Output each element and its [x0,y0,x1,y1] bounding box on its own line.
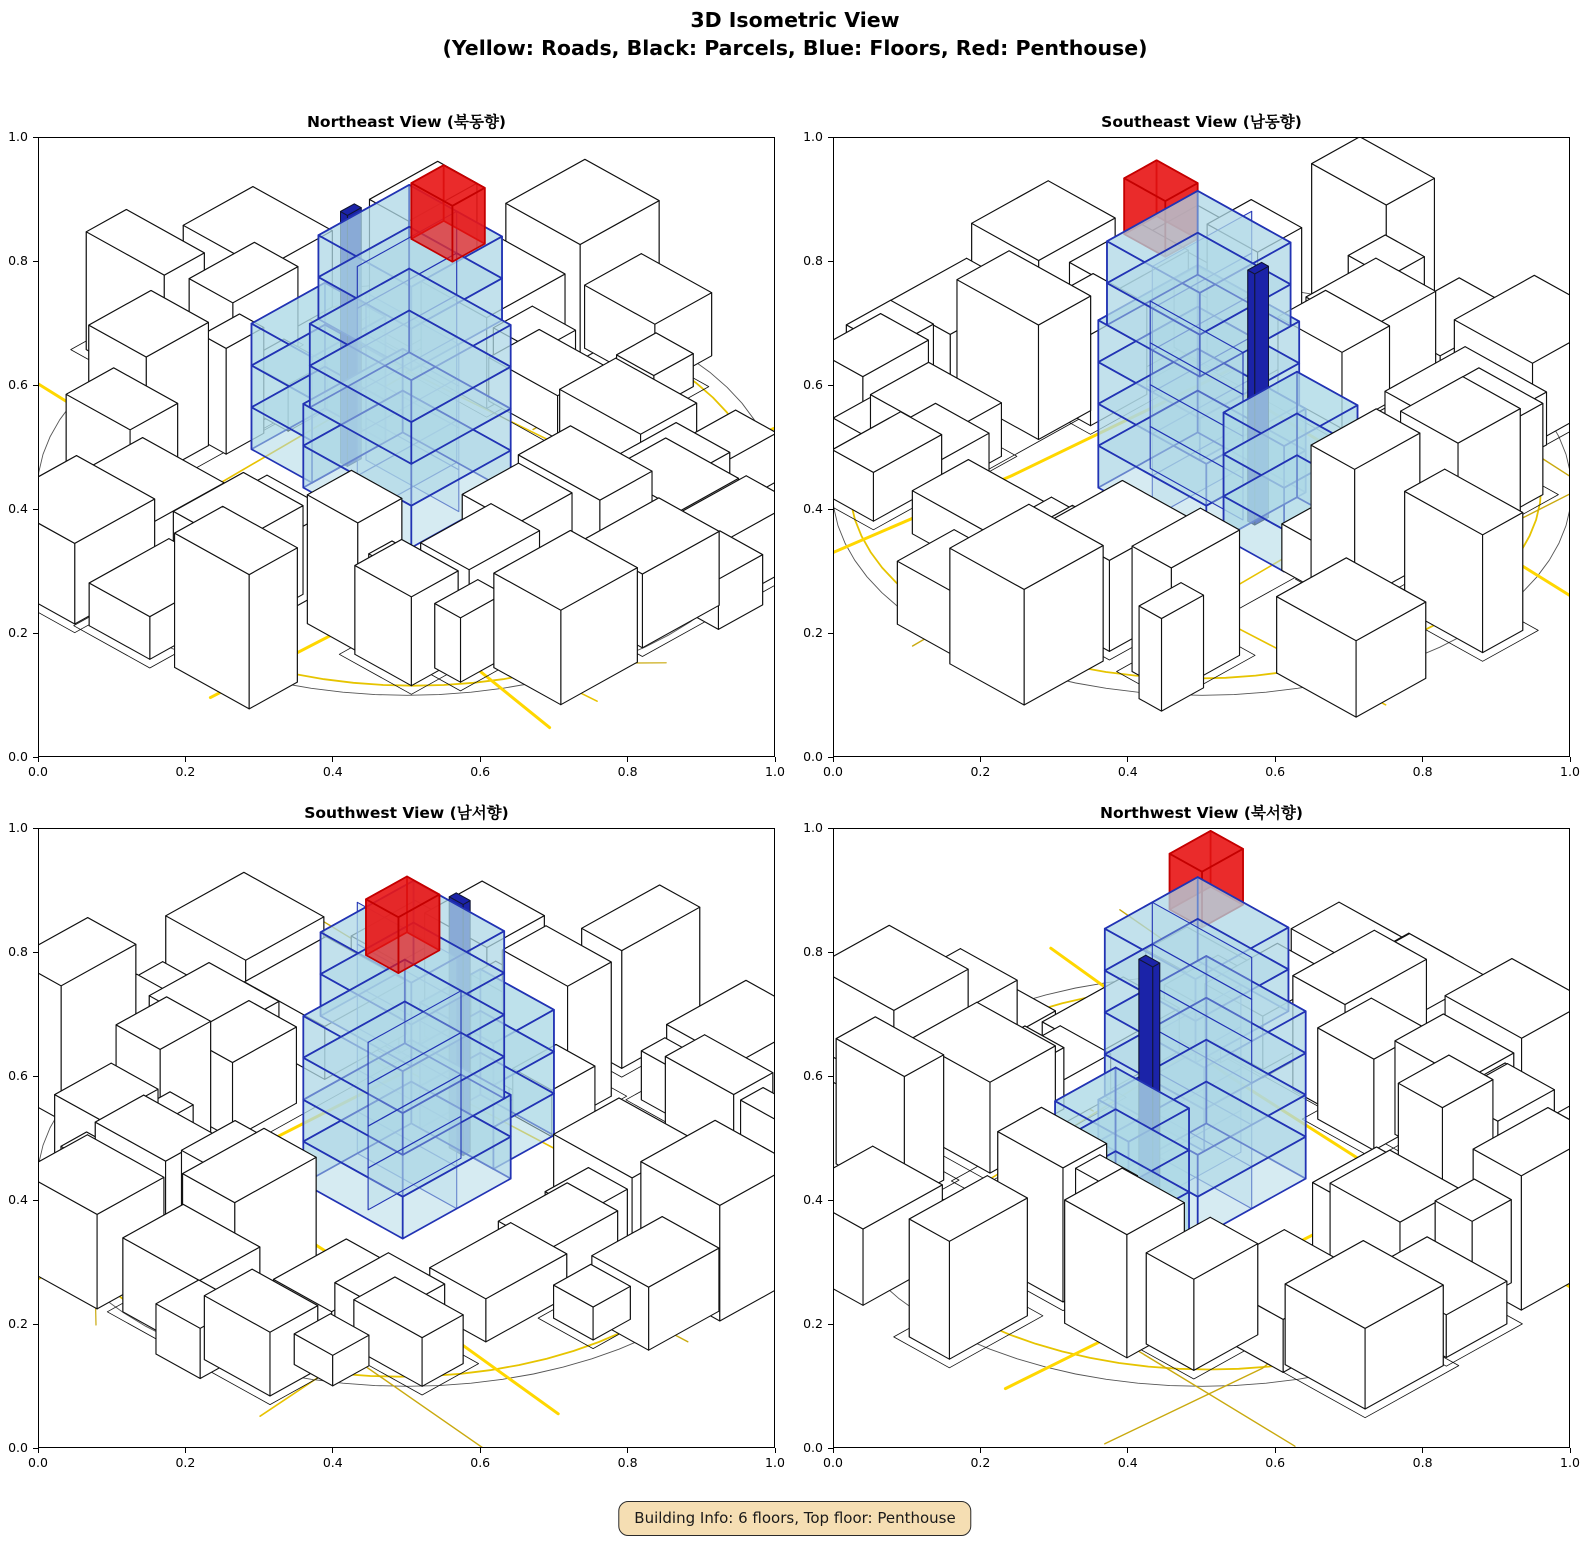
x-tick-label: 1.0 [765,764,785,779]
plot-area-southwest [38,828,775,1448]
y-tick-mark [33,385,38,386]
y-tick-label: 0.0 [803,748,823,764]
y-tick-label: 0.4 [803,500,823,516]
x-tick-mark [1275,1448,1276,1453]
y-tick-label: 0.4 [8,500,28,516]
x-tick-label: 1.0 [1560,1455,1580,1470]
subplot-title-northeast: Northeast View (북동향) [306,113,507,131]
x-tick-label: 0.4 [1117,764,1138,779]
x-tick-label: 0.0 [28,764,48,779]
subplot-northeast [8,113,785,779]
y-tick-mark [33,828,38,829]
x-tick-label: 0.2 [175,1455,196,1470]
x-tick-label: 1.0 [1560,764,1580,779]
y-tick-mark [33,1200,38,1201]
isometric-scene-southwest [39,829,774,1447]
building-info-badge: Building Info: 6 floors, Top floor: Penthouse [618,1501,971,1536]
y-tick-label: 0.2 [8,624,28,640]
y-tick-label: 0.6 [803,1067,823,1083]
y-tick-mark [33,137,38,138]
subplot-title-northwest: Northwest View (북서향) [1100,804,1303,822]
y-tick-mark [33,952,38,953]
y-tick-label: 0.6 [803,376,823,392]
y-tick-label: 0.4 [803,1191,823,1207]
y-tick-mark [828,1200,833,1201]
x-tick-mark [1275,757,1276,762]
subplot-southeast [803,113,1580,779]
plot-area-northeast [38,137,775,757]
x-tick-mark [185,1448,186,1453]
x-tick-mark [980,1448,981,1453]
y-tick-mark [33,1448,38,1449]
x-tick-mark [480,1448,481,1453]
y-tick-label: 0.6 [8,1067,28,1083]
x-tick-mark [1422,1448,1423,1453]
y-tick-mark [828,1324,833,1325]
figure-title-line1: 3D Isometric View [690,8,900,32]
y-tick-mark [828,828,833,829]
y-tick-label: 0.6 [8,376,28,392]
figure-title-line2: (Yellow: Roads, Black: Parcels, Blue: Floors, Red: Penthouse) [442,36,1148,61]
y-tick-mark [828,633,833,634]
y-tick-mark [828,137,833,138]
y-tick-label: 0.4 [8,1191,28,1207]
y-tick-mark [33,1324,38,1325]
y-tick-mark [828,509,833,510]
y-tick-mark [828,1448,833,1449]
figure-title [0,6,1590,63]
x-tick-mark [332,1448,333,1453]
x-tick-label: 0.6 [470,764,491,779]
x-tick-mark [1127,757,1128,762]
x-tick-mark [1570,757,1571,762]
x-tick-label: 0.8 [617,1455,638,1470]
x-tick-label: 0.8 [617,764,638,779]
y-tick-label: 1.0 [8,128,28,144]
x-tick-label: 0.6 [470,1455,491,1470]
y-tick-mark [828,385,833,386]
x-tick-mark [38,757,39,762]
x-tick-mark [332,757,333,762]
isometric-scene-northwest [834,829,1569,1447]
x-tick-label: 0.6 [1265,1455,1286,1470]
x-tick-label: 1.0 [765,1455,785,1470]
x-tick-mark [775,757,776,762]
y-tick-mark [33,757,38,758]
y-tick-mark [828,757,833,758]
y-tick-label: 0.2 [8,1315,28,1331]
x-tick-mark [833,1448,834,1453]
x-tick-label: 0.4 [1117,1455,1138,1470]
y-tick-label: 1.0 [803,128,823,144]
subplot-title-southeast: Southeast View (남동향) [1101,113,1302,131]
x-tick-mark [627,1448,628,1453]
y-tick-label: 0.2 [803,1315,823,1331]
x-tick-mark [980,757,981,762]
y-tick-label: 0.8 [8,943,28,959]
y-tick-label: 0.8 [8,252,28,268]
y-tick-mark [828,952,833,953]
y-tick-label: 0.0 [8,748,28,764]
x-tick-mark [775,1448,776,1453]
x-tick-mark [185,757,186,762]
x-tick-mark [1570,1448,1571,1453]
x-tick-mark [833,757,834,762]
y-tick-label: 1.0 [803,819,823,835]
x-tick-label: 0.0 [28,1455,48,1470]
x-tick-mark [627,757,628,762]
x-tick-label: 0.4 [322,1455,343,1470]
subplot-northwest [803,804,1580,1470]
isometric-scene-southeast [834,138,1569,756]
y-tick-mark [33,633,38,634]
x-tick-mark [1422,757,1423,762]
subplot-southwest [8,804,785,1470]
y-tick-label: 0.8 [803,943,823,959]
isometric-scene-northeast [39,138,774,756]
y-tick-label: 1.0 [8,819,28,835]
y-tick-label: 0.0 [803,1439,823,1455]
y-tick-label: 0.8 [803,252,823,268]
x-tick-mark [38,1448,39,1453]
x-tick-label: 0.2 [970,764,991,779]
plot-area-northwest [833,828,1570,1448]
x-tick-label: 0.0 [823,1455,843,1470]
x-tick-mark [480,757,481,762]
subplot-title-southwest: Southwest View (남서향) [304,804,509,822]
x-tick-label: 0.6 [1265,764,1286,779]
y-tick-mark [828,261,833,262]
y-tick-label: 0.2 [803,624,823,640]
x-tick-label: 0.8 [1412,1455,1433,1470]
x-tick-label: 0.0 [823,764,843,779]
plot-area-southeast [833,137,1570,757]
x-tick-label: 0.4 [322,764,343,779]
y-tick-mark [828,1076,833,1077]
x-tick-label: 0.8 [1412,764,1433,779]
x-tick-mark [1127,1448,1128,1453]
y-tick-mark [33,1076,38,1077]
x-tick-label: 0.2 [175,764,196,779]
y-tick-mark [33,509,38,510]
y-tick-label: 0.0 [8,1439,28,1455]
y-tick-mark [33,261,38,262]
x-tick-label: 0.2 [970,1455,991,1470]
